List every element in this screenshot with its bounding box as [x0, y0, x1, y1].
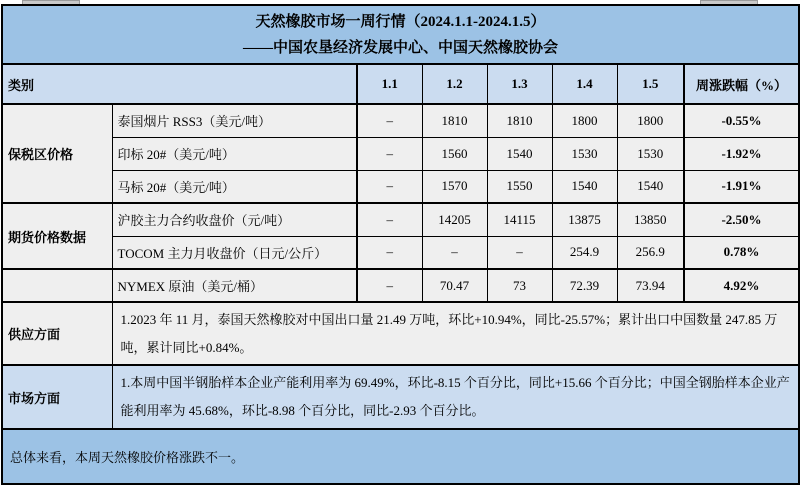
title-row: [2, 5, 799, 64]
value-cell: –: [357, 269, 422, 302]
group-label-empty: [2, 269, 112, 302]
value-cell: 256.9: [617, 236, 684, 269]
supply-section-row: [2, 302, 799, 365]
change-cell: 0.78%: [684, 236, 799, 269]
value-cell: –: [357, 236, 422, 269]
table-row: [2, 203, 799, 236]
change-cell: -0.55%: [684, 104, 799, 137]
rubber-market-report-table: [1, 4, 800, 485]
value-cell: 14115: [487, 203, 552, 236]
supply-section-label: 供应方面: [2, 302, 112, 365]
table-row: [2, 104, 799, 137]
value-cell: 1540: [617, 170, 684, 203]
header-date-1: 1.1: [357, 64, 422, 104]
value-cell: 1540: [487, 137, 552, 170]
value-cell: 1530: [617, 137, 684, 170]
change-cell: -1.92%: [684, 137, 799, 170]
row-label: 马标 20#（美元/吨）: [112, 170, 357, 203]
value-cell: –: [357, 104, 422, 137]
value-cell: 1530: [552, 137, 617, 170]
row-label: TOCOM 主力月收盘价（日元/公斤）: [112, 236, 357, 269]
value-cell: 1550: [487, 170, 552, 203]
value-cell: 1570: [422, 170, 487, 203]
value-cell: 254.9: [552, 236, 617, 269]
value-cell: 73: [487, 269, 552, 302]
value-cell: 73.94: [617, 269, 684, 302]
market-section-label: 市场方面: [2, 365, 112, 429]
value-cell: 1810: [422, 104, 487, 137]
value-cell: –: [357, 203, 422, 236]
table-row: [2, 170, 799, 203]
change-cell: 4.92%: [684, 269, 799, 302]
table-row: [2, 236, 799, 269]
summary-text: 总体来看，本周天然橡胶价格涨跌不一。: [2, 429, 799, 484]
report-title-line1: 天然橡胶市场一周行情（2024.1.1-2024.1.5）: [255, 13, 546, 30]
value-cell: 13850: [617, 203, 684, 236]
header-category: 类别: [2, 64, 357, 104]
market-section-row: [2, 365, 799, 429]
value-cell: 1800: [552, 104, 617, 137]
change-cell: -1.91%: [684, 170, 799, 203]
value-cell: 14205: [422, 203, 487, 236]
row-label: 泰国烟片 RSS3（美元/吨）: [112, 104, 357, 137]
value-cell: –: [357, 170, 422, 203]
report-title-line2: ——中国农垦经济发展中心、中国天然橡胶协会: [243, 39, 559, 56]
header-weekly-change: 周涨跌幅（%）: [684, 64, 799, 104]
table-row: [2, 269, 799, 302]
row-label: NYMEX 原油（美元/桶）: [112, 269, 357, 302]
change-cell: -2.50%: [684, 203, 799, 236]
header-date-3: 1.3: [487, 64, 552, 104]
value-cell: 1800: [617, 104, 684, 137]
summary-row: [2, 429, 799, 484]
header-date-4: 1.4: [552, 64, 617, 104]
header-row: [2, 64, 799, 104]
value-cell: 1810: [487, 104, 552, 137]
value-cell: –: [487, 236, 552, 269]
row-label: 印标 20#（美元/吨）: [112, 137, 357, 170]
value-cell: 13875: [552, 203, 617, 236]
table-row: [2, 137, 799, 170]
value-cell: –: [357, 137, 422, 170]
header-date-5: 1.5: [617, 64, 684, 104]
value-cell: 1540: [552, 170, 617, 203]
value-cell: –: [422, 236, 487, 269]
report-title: [2, 5, 799, 64]
value-cell: 1560: [422, 137, 487, 170]
value-cell: 72.39: [552, 269, 617, 302]
value-cell: 70.47: [422, 269, 487, 302]
header-date-2: 1.2: [422, 64, 487, 104]
row-label: 沪胶主力合约收盘价（元/吨）: [112, 203, 357, 236]
group-label-bonded-zone: 保税区价格: [2, 104, 112, 203]
market-section-text: 1.本周中国半钢胎样本企业产能利用率为 69.49%，环比-8.15 个百分比，同比+15.66 个百分比；中国全钢胎样本企业产能利用率为 45.68%，环比-8.98 个百分比，同比-2.93 个百分比。: [112, 365, 799, 429]
group-label-futures: 期货价格数据: [2, 203, 112, 269]
supply-section-text: 1.2023 年 11 月，泰国天然橡胶对中国出口量 21.49 万吨，环比+10.94%，同比-25.57%；累计出口中国数量 247.85 万吨，累计同比+0.84%。: [112, 302, 799, 365]
